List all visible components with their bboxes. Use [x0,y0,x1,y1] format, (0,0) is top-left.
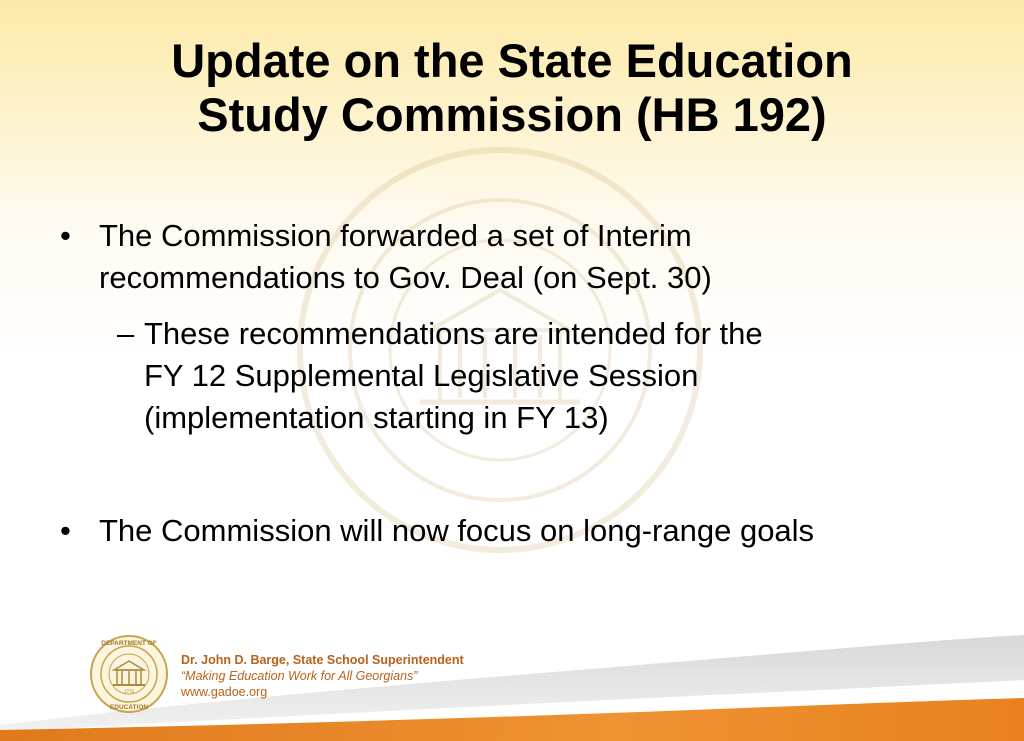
bullet-text-line: recommendations to Gov. Deal (on Sept. 30) [99,260,712,295]
sub-bullet-text-line: (implementation starting in FY 13) [144,400,609,435]
footer-motto: “Making Education Work for All Georgians” [181,669,418,683]
seal-text-top: DEPARTMENT OF [101,640,157,647]
sub-bullet-text-line: These recommendations are intended for the [144,316,763,351]
seal-text-year: 1776 [124,690,134,695]
footer-superintendent: Dr. John D. Barge, State School Superintendent [181,653,464,667]
slide-title-line-1: Update on the State Education [171,34,853,87]
bullet-marker: • [60,218,71,253]
footer-text [181,652,464,700]
sub-bullet-text [144,313,763,439]
sub-bullet-text-line: FY 12 Supplemental Legislative Session [144,358,699,393]
bullet-marker: • [60,513,71,548]
sub-bullet-marker: – [117,316,135,351]
slide-title-line-2: Study Commission (HB 192) [197,88,827,141]
bullet-text [99,510,814,552]
bullet-text-line: The Commission will now focus on long-range goals [99,513,815,548]
bullet-text [99,215,712,299]
department-seal-icon [89,634,169,714]
seal-text-bottom: EDUCATION [109,704,149,711]
bullet-text-line: The Commission forwarded a set of Interim [99,218,692,253]
footer-website-link[interactable]: www.gadoe.org [181,685,268,699]
